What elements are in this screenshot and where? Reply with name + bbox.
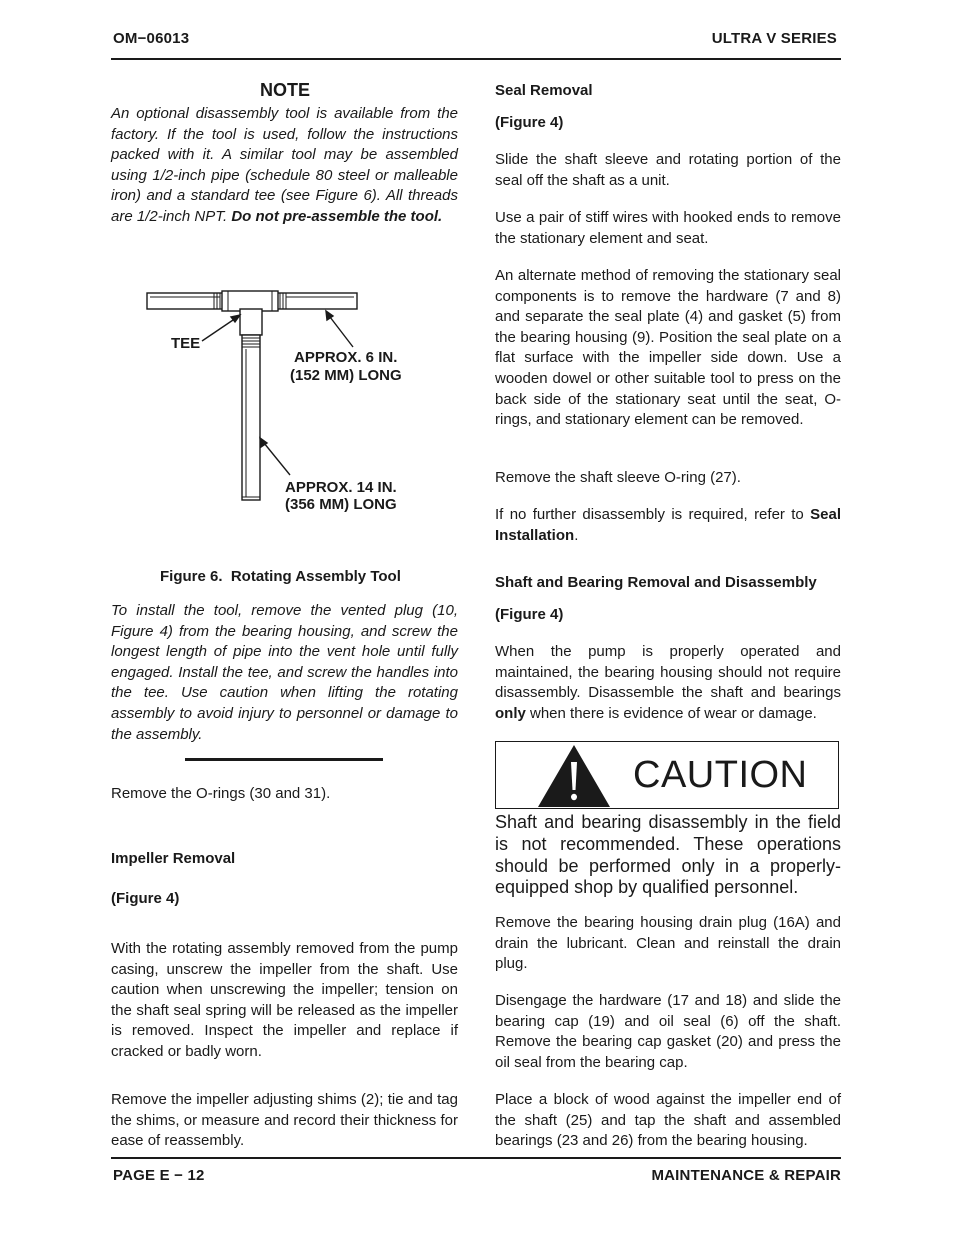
pipe-length-label-1: APPROX. 14 IN. <box>285 479 397 496</box>
handle-length-label-1: APPROX. 6 IN. <box>294 349 398 366</box>
caution-word: CAUTION <box>633 754 808 796</box>
install-tool-text: To install the tool, remove the vented plug (10, Figure 4) from the bearing housing, and screw the longest length of pipe into the vent hole until fully engaged. Install the tee, and screw the handles into the tee. Use caution when lifting the rotating assembly to avoid injury to personnel or damage to the assembly. <box>111 602 458 743</box>
shaft-paragraph-3: Disengage the hardware (17 and 18) and slide the bearing cap (19) and oil seal (6) off the shaft. Remove the bearing cap gasket (20) and press the oil seal from the bearing cap. <box>495 992 841 1071</box>
seal-figure-ref: (Figure 4) <box>495 114 564 131</box>
shaft-p1-bold: only <box>495 704 526 722</box>
note-end-rule <box>185 758 383 761</box>
caution-text: Shaft and bearing disassembly in the field is not recommended. These operations should be performed only in a properly-equipped shop by qualified personnel. <box>495 812 841 898</box>
note-text <box>111 104 458 228</box>
seal-paragraph-4: Remove the shaft sleeve O-ring (27). <box>495 469 741 486</box>
footer-section: MAINTENANCE & REPAIR <box>651 1167 841 1184</box>
shaft-bearing-heading: Shaft and Bearing Removal and Disassembly <box>495 574 817 591</box>
seal-removal-heading: Seal Removal <box>495 82 593 99</box>
note-title: NOTE <box>259 80 310 100</box>
seal-paragraph-1: Slide the shaft sleeve and rotating portion of the seal off the shaft as a unit. <box>495 151 841 189</box>
seal-paragraph-3: An alternate method of removing the stationary seal components is to remove the hardware (7 and 8) and separate the seal plate (4) and gasket (5) from the bearing housing (9). Position the seal plate on a flat surface with the impeller side down. Use a wooden dowel or other suitable tool to press on the back side of the stationary seat until the seat, O-rings, and stationary element can be removed. <box>495 267 841 429</box>
tee-label: TEE <box>171 335 201 352</box>
note-body: An optional disassembly tool is available from the factory. If the tool is used, follow the instructions packed with it. A similar tool may be assembled using 1/2-inch pipe (schedule 80 steel or malleable iron) and a standard tee (see Figure 6). All threads are 1/2-inch NPT. <box>111 105 458 225</box>
shaft-p1-pre: When the pump is properly operated and maintained, the bearing housing should not require disassembly. Disassemble the shaft and bearings <box>495 643 841 702</box>
header-rule <box>111 58 841 60</box>
seal-installation-ref: Seal Installation <box>495 506 841 544</box>
impeller-removal-heading: Impeller Removal <box>111 850 236 867</box>
seal-paragraph-2: Use a pair of stiff wires with hooked ends to remove the stationary element and seat. <box>495 209 841 247</box>
seal-p5-post: . <box>574 526 579 544</box>
shaft-paragraph-1 <box>495 642 841 724</box>
header-doc-number: OM−06013 <box>113 30 190 47</box>
impeller-figure-ref: (Figure 4) <box>111 890 180 907</box>
note-bold: Do not pre-assemble the tool. <box>231 207 443 225</box>
impeller-removal-text: With the rotating assembly removed from the pump casing, unscrew the impeller from the shaft. Use caution when unscrewing the impeller; tension on the shaft seal spring will be released as the impeller is removed. Inspect the impeller and replace if cracked or badly worn. <box>111 940 458 1060</box>
pipe-length-label-2: (356 MM) LONG <box>285 496 397 513</box>
rotating-assembly-tool-figure <box>140 285 370 510</box>
shaft-paragraph-2: Remove the bearing housing drain plug (16A) and drain the lubricant. Clean and reinstall the drain plug. <box>495 914 841 973</box>
remove-orings-text: Remove the O-rings (30 and 31). <box>111 785 331 802</box>
seal-p5-pre: If no further disassembly is required, refer to <box>495 506 811 523</box>
figure-caption: Figure 6. Rotating Assembly Tool <box>160 568 401 585</box>
handle-length-label-2: (152 MM) LONG <box>290 367 402 384</box>
shaft-p1-post: when there is evidence of wear or damage. <box>525 704 817 722</box>
shaft-paragraph-4: Place a block of wood against the impeller end of the shaft (25) and tap the shaft and assembled bearings (23 and 26) from the bearing housing. <box>495 1091 841 1150</box>
header-series: ULTRA V SERIES <box>711 30 837 47</box>
warning-triangle-icon <box>537 744 611 808</box>
footer-rule <box>111 1157 841 1159</box>
shims-text: Remove the impeller adjusting shims (2); tie and tag the shims, or measure and record their thickness for ease of reassembly. <box>111 1091 458 1150</box>
footer-page-number: PAGE E − 12 <box>113 1167 205 1184</box>
seal-paragraph-5 <box>495 505 841 546</box>
caution-box <box>495 741 839 809</box>
shaft-figure-ref: (Figure 4) <box>495 606 564 623</box>
